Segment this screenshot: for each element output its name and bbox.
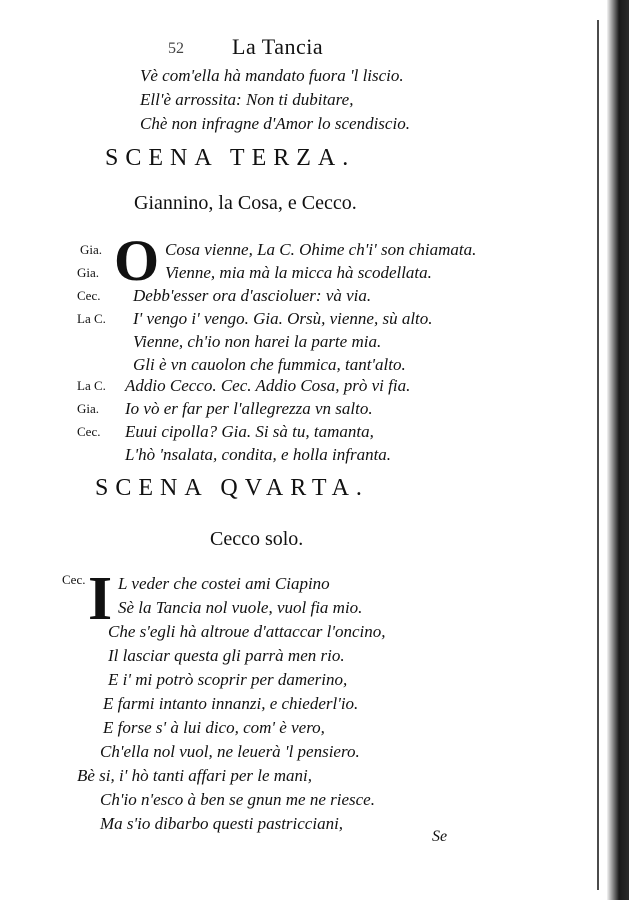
scene-four-dropcap: I bbox=[88, 565, 113, 633]
dialogue-line: Addio Cecco. Cec. Addio Cosa, prò vi fia. bbox=[125, 376, 411, 395]
speaker-label: Gia. bbox=[77, 401, 100, 416]
verse-line: Che s'egli hà altroue d'attaccar l'oncino, bbox=[108, 622, 386, 641]
verse-line: E i' mi potrò scoprir per damerino, bbox=[108, 670, 348, 689]
speaker-label: Cec. bbox=[77, 288, 101, 303]
dialogue-line: Euui cipolla? Gia. Si sà tu, tamanta, bbox=[125, 422, 374, 441]
speaker-label: La C. bbox=[77, 378, 106, 393]
speaker-label: Gia. bbox=[77, 265, 100, 280]
speaker-label: Gia. bbox=[80, 242, 103, 257]
verse-line: Sè la Tancia nol vuole, vuol fia mio. bbox=[118, 598, 363, 617]
opening-verse-2: Ell'è arrossita: Non ti dubitare, bbox=[140, 90, 354, 109]
opening-verse-3: Chè non infragne d'Amor lo scendiscio. bbox=[140, 114, 410, 133]
dialogue-line: Vienne, ch'io non harei la parte mia. bbox=[133, 332, 382, 351]
dialogue-line: Vienne, mia mà la micca hà scodellata. bbox=[165, 263, 432, 282]
gutter-shadow bbox=[597, 20, 599, 890]
speaker-label: Cec. bbox=[62, 572, 86, 587]
verse-line: Ch'io n'esco à ben se gnun me ne riesce. bbox=[100, 790, 375, 809]
dialogue-line: I' vengo i' vengo. Gia. Orsù, vienne, sù alto. bbox=[133, 309, 433, 328]
verse-line: Ch'ella nol vuol, ne leuerà 'l pensiero. bbox=[100, 742, 360, 761]
verse-line: E forse s' à lui dico, com' è vero, bbox=[103, 718, 325, 737]
verse-line: Il lasciar questa gli parrà men rio. bbox=[108, 646, 345, 665]
speaker-label: Cec. bbox=[77, 424, 101, 439]
scene-three-dropcap: O bbox=[114, 228, 160, 293]
scene-three-cast: Giannino, la Cosa, e Cecco. bbox=[134, 192, 357, 214]
scene-three-heading: SCENA TERZA. bbox=[105, 145, 356, 171]
scene-four-cast: Cecco solo. bbox=[210, 528, 304, 550]
running-title: La Tancia bbox=[232, 34, 324, 59]
verse-line: Ma s'io dibarbo questi pastricciani, bbox=[100, 814, 344, 833]
page-number: 52 bbox=[168, 40, 184, 57]
dialogue-line: L'hò 'nsalata, condita, e holla infranta. bbox=[125, 445, 392, 464]
verse-line: Bè si, i' hò tanti affari per le mani, bbox=[77, 766, 313, 785]
verse-line: L veder che costei ami Ciapino bbox=[118, 574, 330, 593]
catchword: Se bbox=[432, 828, 448, 845]
scene-four-heading: SCENA QVARTA. bbox=[95, 475, 369, 501]
dialogue-line: Cosa vienne, La C. Ohime ch'i' son chiamata. bbox=[165, 240, 477, 259]
dialogue-line: Debb'esser ora d'ascioluer: và via. bbox=[133, 286, 372, 305]
opening-verse-1: Vè com'ella hà mandato fuora 'l liscio. bbox=[140, 66, 404, 85]
dialogue-line: Io vò er far per l'allegrezza vn salto. bbox=[125, 399, 373, 418]
speaker-label: La C. bbox=[77, 311, 106, 326]
verse-line: E farmi intanto innanzi, e chiederl'io. bbox=[103, 694, 359, 713]
book-binding-edge bbox=[607, 0, 629, 900]
dialogue-line: Gli è vn cauolon che fummica, tant'alto. bbox=[133, 355, 406, 374]
